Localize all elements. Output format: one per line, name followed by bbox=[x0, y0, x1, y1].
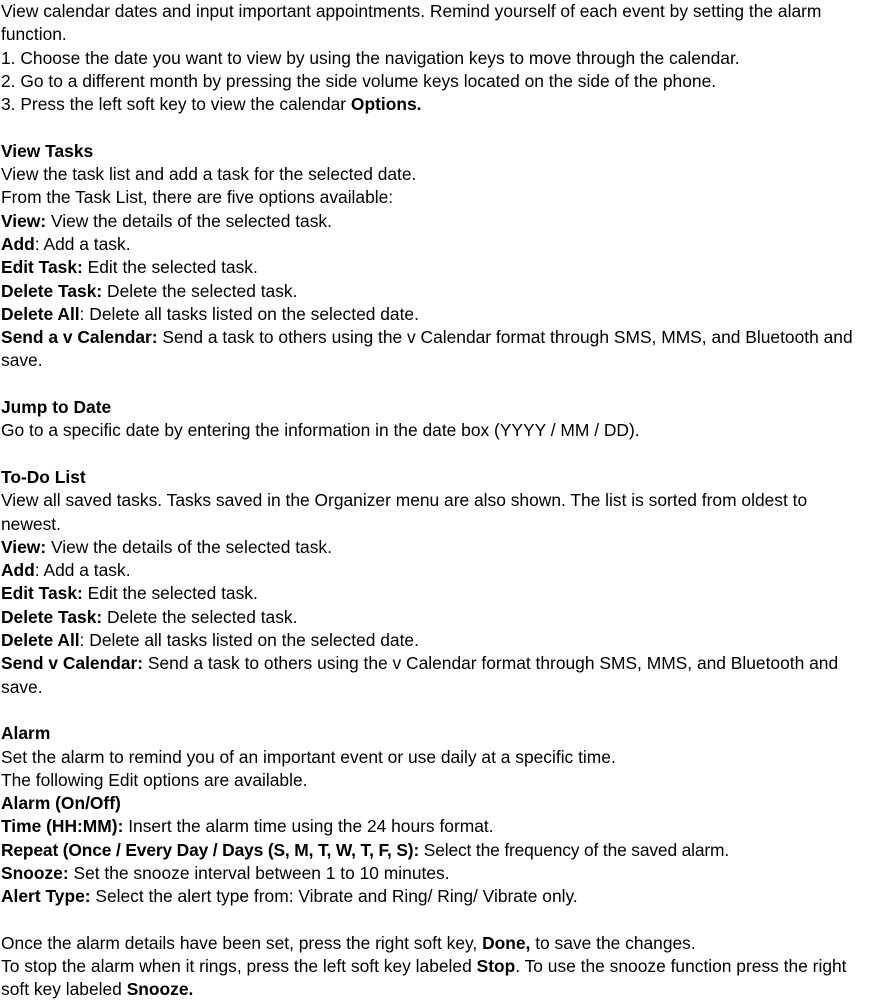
todo-item-view bbox=[1, 536, 871, 559]
spacer bbox=[1, 443, 871, 466]
intro-paragraph: View calendar dates and input important appointments. Remind yourself of each event by setting the alarm function. bbox=[1, 1, 822, 45]
todo-list-desc: View all saved tasks. Tasks saved in the Organizer menu are also shown. The list is sorted from oldest to newest. bbox=[1, 490, 808, 534]
term: View: bbox=[1, 210, 47, 231]
text: Once the alarm details have been set, press the right soft key, bbox=[1, 932, 483, 953]
alarm-item-time bbox=[1, 815, 871, 838]
text: to save the changes. bbox=[530, 932, 696, 953]
term: Delete All bbox=[1, 630, 80, 651]
term: Repeat (Once / Every Day / Days (S, M, T, W, T, F, S): bbox=[1, 839, 420, 860]
definition: Select the alert type from: Vibrate and Ring/ Ring/ Vibrate only. bbox=[90, 886, 578, 907]
todo-item-add bbox=[1, 559, 871, 582]
snooze-key-label: Snooze. bbox=[126, 979, 194, 1000]
definition: : Add a task. bbox=[34, 233, 131, 254]
text: . To use the snooze function press the right soft key labeled bbox=[1, 956, 847, 1000]
definition: Select the frequency of the saved alarm. bbox=[419, 839, 730, 860]
term: Add bbox=[1, 233, 35, 254]
definition: Delete the selected task. bbox=[102, 280, 298, 301]
view-tasks-item-send bbox=[1, 326, 871, 373]
term: Send a v Calendar: bbox=[1, 327, 158, 348]
alarm-item-repeat bbox=[1, 839, 871, 862]
term: Delete All bbox=[1, 303, 80, 324]
definition: Edit the selected task. bbox=[82, 583, 258, 604]
section-heading-alarm: Alarm bbox=[1, 723, 51, 744]
alarm-item-snooze bbox=[1, 862, 871, 885]
todo-item-delete bbox=[1, 606, 871, 629]
term: Snooze: bbox=[1, 862, 69, 883]
closing-paragraph-1 bbox=[1, 932, 871, 955]
term: View: bbox=[1, 536, 47, 557]
stop-key-label: Stop bbox=[476, 956, 516, 977]
alarm-item-alert-type bbox=[1, 885, 871, 908]
definition: Delete the selected task. bbox=[102, 606, 298, 627]
term: Delete Task: bbox=[1, 606, 103, 627]
alarm-on-off: Alarm (On/Off) bbox=[1, 793, 121, 814]
term: Delete Task: bbox=[1, 280, 103, 301]
alarm-desc-2: The following Edit options are available. bbox=[1, 769, 308, 790]
spacer bbox=[1, 373, 871, 396]
intro-step-3-text: 3. Press the left soft key to view the calendar bbox=[1, 94, 351, 115]
spacer bbox=[1, 699, 871, 722]
intro-step-2: 2. Go to a different month by pressing the side volume keys located on the side of the phone. bbox=[1, 70, 717, 91]
definition: Insert the alarm time using the 24 hours format. bbox=[123, 816, 494, 837]
view-tasks-item-edit bbox=[1, 256, 871, 279]
term: Send v Calendar: bbox=[1, 653, 144, 674]
alarm-desc-1: Set the alarm to remind you of an important event or use daily at a specific time. bbox=[1, 746, 616, 767]
text: To stop the alarm when it rings, press the left soft key labeled bbox=[1, 956, 477, 977]
intro-step-1: 1. Choose the date you want to view by using the navigation keys to move through the calendar. bbox=[1, 47, 740, 68]
intro-step-3-bold: Options. bbox=[350, 94, 422, 115]
term: Edit Task: bbox=[1, 583, 83, 604]
intro-step-3 bbox=[1, 93, 871, 116]
view-tasks-item-delete-all bbox=[1, 303, 871, 326]
definition: Send a task to others using the v Calendar format through SMS, MMS, and Bluetooth and save. bbox=[1, 327, 853, 371]
closing-paragraph-2 bbox=[1, 955, 871, 1002]
view-tasks-item-add bbox=[1, 233, 871, 256]
definition: Send a task to others using the v Calendar format through SMS, MMS, and Bluetooth and save. bbox=[1, 653, 839, 697]
definition: Set the snooze interval between 1 to 10 minutes. bbox=[68, 862, 450, 883]
todo-item-delete-all bbox=[1, 629, 871, 652]
todo-item-edit bbox=[1, 582, 871, 605]
view-tasks-desc-1: View the task list and add a task for the selected date. bbox=[1, 164, 417, 185]
definition: : Delete all tasks listed on the selected date. bbox=[79, 303, 419, 324]
view-tasks-desc-2: From the Task List, there are five options available: bbox=[1, 187, 394, 208]
view-tasks-item-view bbox=[1, 210, 871, 233]
section-heading-todo-list: To-Do List bbox=[1, 466, 86, 487]
term: Alert Type: bbox=[1, 886, 91, 907]
term: Edit Task: bbox=[1, 257, 83, 278]
definition: : Delete all tasks listed on the selected date. bbox=[79, 630, 419, 651]
term: Add bbox=[1, 560, 35, 581]
definition: View the details of the selected task. bbox=[46, 210, 332, 231]
definition: : Add a task. bbox=[34, 560, 131, 581]
spacer bbox=[1, 909, 871, 932]
todo-item-send bbox=[1, 652, 871, 699]
definition: View the details of the selected task. bbox=[46, 536, 332, 557]
term: Time (HH:MM): bbox=[1, 816, 124, 837]
view-tasks-item-delete bbox=[1, 280, 871, 303]
jump-to-date-desc: Go to a specific date by entering the information in the date box (YYYY / MM / DD). bbox=[1, 420, 640, 441]
definition: Edit the selected task. bbox=[82, 257, 258, 278]
section-heading-jump-to-date: Jump to Date bbox=[1, 397, 112, 418]
done-key-label: Done, bbox=[482, 932, 531, 953]
section-heading-view-tasks: View Tasks bbox=[1, 140, 94, 161]
spacer bbox=[1, 116, 871, 139]
